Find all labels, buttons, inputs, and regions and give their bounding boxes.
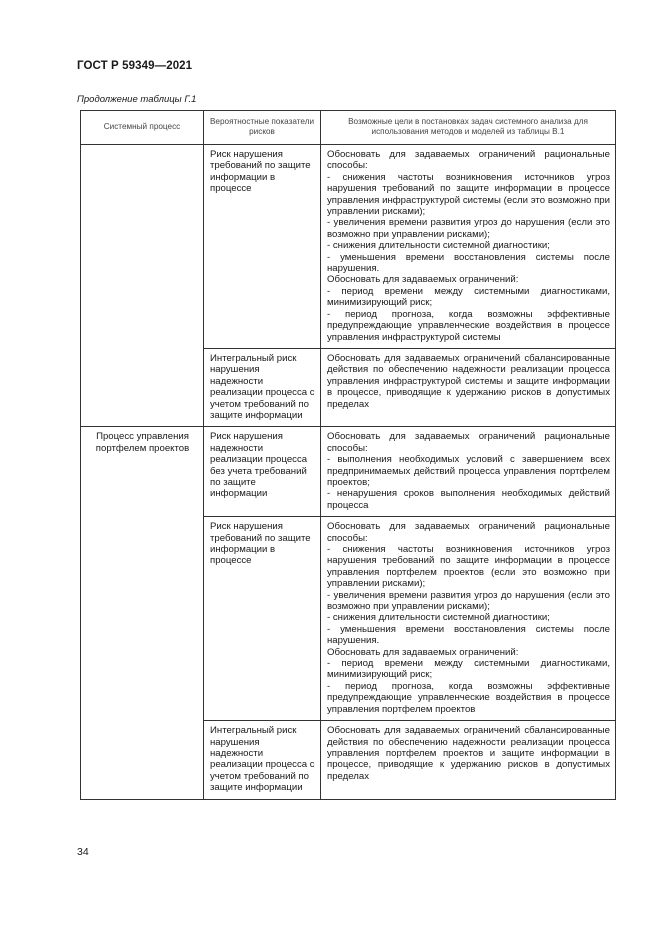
goal-line: - увеличения времени развития угроз до нарушения (если это возможно при управлении рисками); (327, 589, 610, 613)
column-header-process: Системный процесс (81, 111, 204, 145)
goal-line: Обосновать для задаваемых ограничений: (327, 274, 519, 286)
column-header-risk: Вероятностные показатели рисков (204, 111, 321, 145)
goal-line: - снижения длительности системной диагностики; (327, 240, 550, 252)
page-number: 34 (77, 846, 89, 858)
goal-line: Обосновать для задаваемых ограничений рациональные способы: (327, 521, 610, 544)
goal-line: - уменьшения времени восстановления системы после нарушения. (327, 623, 610, 647)
goal-line: - период прогноза, когда возможны эффективные предупреждающие управленческие воздействия в процессе управления портфелем проектов (327, 680, 610, 715)
goal-line: - ненарушения сроков выполнения необходимых действий процесса (327, 488, 610, 511)
risk-cell: Интегральный риск нарушения надежности реализации процесса с учетом требований по защите информации (204, 721, 321, 799)
process-cell (81, 145, 204, 427)
goal-line: Обосновать для задаваемых ограничений рациональные способы: (327, 149, 610, 172)
goal-line: - период времени между системными диагностиками, минимизирующий риск; (327, 658, 610, 681)
goal-line: - выполнения необходимых условий с завершением всех предпринимаемых действий процесса управления портфелем проектов; (327, 454, 610, 488)
goal-line: Обосновать для задаваемых ограничений: (327, 646, 519, 658)
process-cell: Процесс управления портфелем проектов (81, 427, 204, 799)
risk-cell: Риск нарушения требований по защите информации в процессе (204, 145, 321, 349)
table-continuation-caption: Продолжение таблицы Г.1 (77, 94, 197, 105)
goal-line: Обосновать для задаваемых ограничений сбалансированные действия по обеспечению надежности реализации процесса управления портфелем проектов и защите информации в процессе, приводящие к удержанию рисков в допустимых пределах (327, 725, 610, 782)
risk-cell: Риск нарушения надежности реализации процесса без учета требований по защите информации (204, 427, 321, 517)
risk-goals-table (80, 110, 616, 800)
goal-line: Обосновать для задаваемых ограничений рациональные способы: (327, 431, 610, 454)
goals-cell (321, 517, 616, 721)
goals-cell (321, 427, 616, 517)
risk-cell: Интегральный риск нарушения надежности реализации процесса с учетом требований по защите информации (204, 348, 321, 426)
goal-line: Обосновать для задаваемых ограничений сбалансированные действия по обеспечению надежности реализации процесса управления инфраструктурой системы и защите информации в процессе, приводящие к удержанию рисков в допустимых пределах (327, 352, 610, 410)
goal-line: - снижения длительности системной диагностики; (327, 612, 550, 624)
document-title: ГОСТ Р 59349—2021 (77, 60, 193, 72)
goals-cell (321, 721, 616, 799)
table-header-row (81, 111, 616, 145)
goal-line: - увеличения времени развития угроз до нарушения (если это возможно при управлении рисками); (327, 217, 610, 240)
goal-line: - период прогноза, когда возможны эффективные предупреждающие управленческие воздействия в процессе управления инфраструктурой системы (327, 308, 610, 343)
goal-line: - уменьшения времени восстановления системы после нарушения. (327, 251, 610, 275)
table-row (81, 145, 616, 349)
goals-cell (321, 145, 616, 349)
goal-line: - снижения частоты возникновения источников угроз нарушения требований по защите информации в процессе управления инфраструктурой системы (если это возможно при управлении рисками); (327, 171, 610, 218)
goals-cell (321, 348, 616, 426)
goal-line: - период времени между системными диагностиками, минимизирующий риск; (327, 285, 610, 309)
risk-cell: Риск нарушения требований по защите информации в процессе (204, 517, 321, 721)
goal-line: - снижения частоты возникновения источников угроз нарушения требований по защите информации в процессе управления портфелем проектов (если это возможно при управлении рисками); (327, 544, 610, 590)
column-header-goals: Возможные цели в постановках задач системного анализа для использования методов и моделей из таблицы В.1 (321, 111, 616, 145)
table-row (81, 427, 616, 517)
